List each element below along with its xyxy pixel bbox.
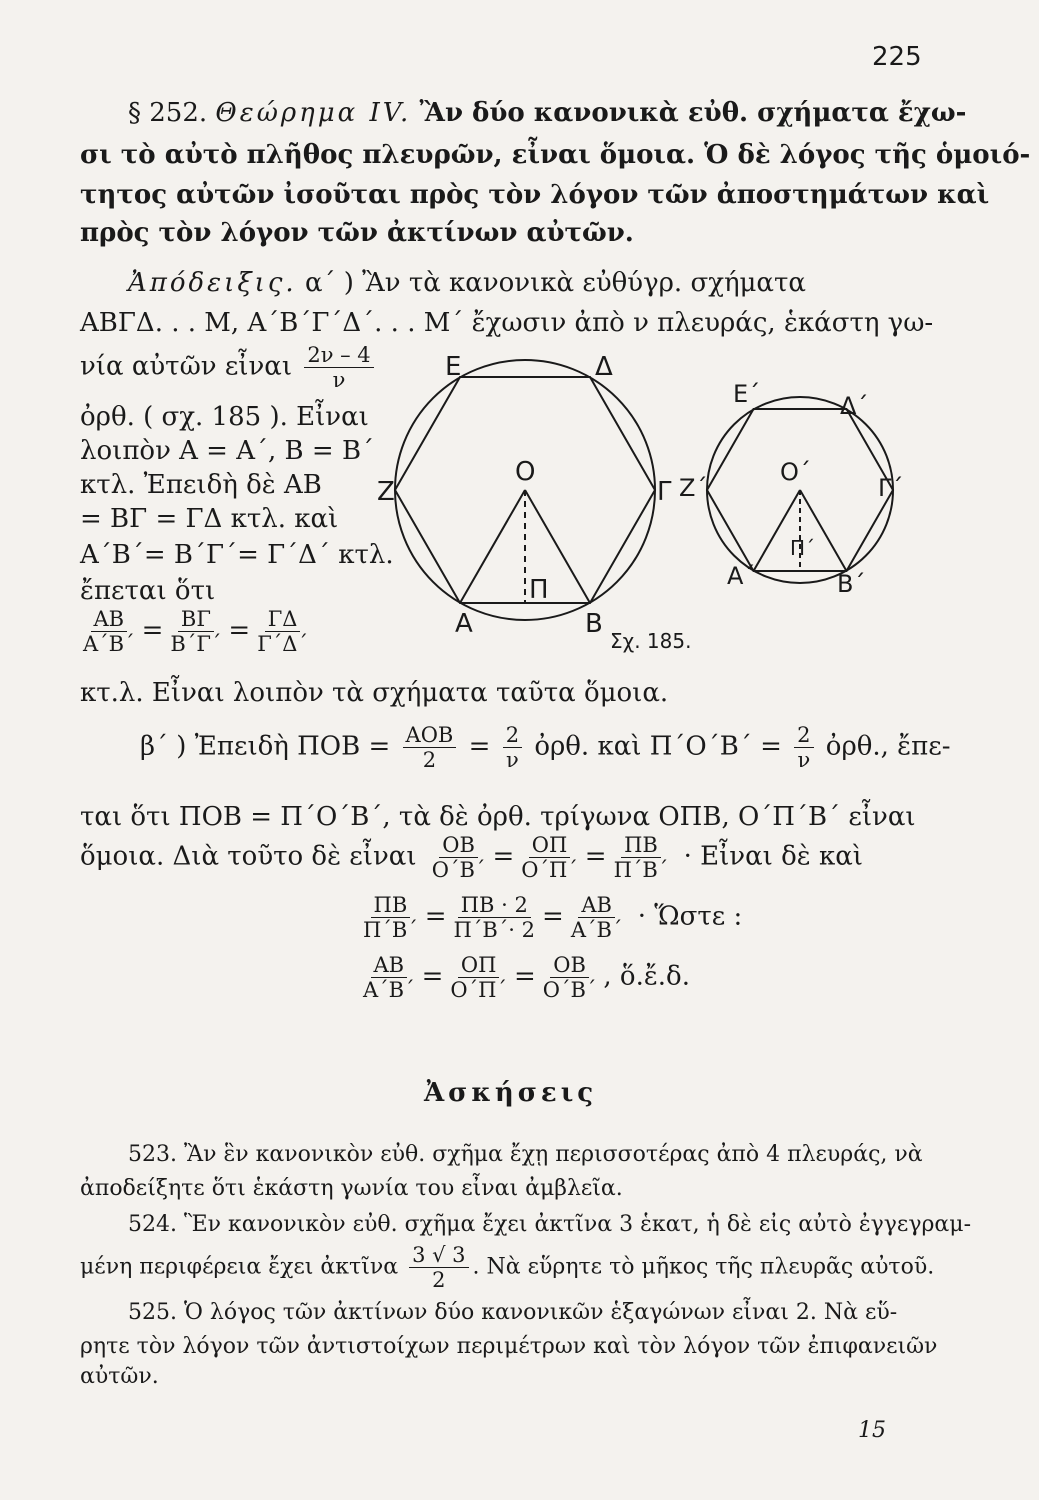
ratio-fraction-1: $\frac{AB}{A΄B΄}$ <box>83 607 135 657</box>
big-radius-oa <box>460 490 525 603</box>
b-fraction-1: $\frac{\text{ΑΟΒ}}{2}$ <box>403 724 457 771</box>
proof-eq2: Α΄Β΄= Β΄Γ΄= Γ΄Δ΄ κτλ. <box>80 540 394 570</box>
exercise-523-line-2: ἀποδείξητε ὅτι ἑκάστη γωνία του εἶναι ἀμβλεῖα. <box>80 1176 623 1201</box>
proof-angle-line <box>80 344 378 391</box>
figure-185 <box>377 350 905 670</box>
label-D: Δ <box>595 352 613 382</box>
theorem-line-1 <box>128 98 966 128</box>
ratio-fraction-2: $\frac{B\Gamma}{B΄\Gamma΄}$ <box>170 607 222 657</box>
exercise-523-line-1: 523. Ἂν ἓν κανονικὸν εὐθ. σχῆμα ἔχῃ περισσοτέρας ἀπὸ 4 πλευράς, νὰ <box>128 1142 923 1167</box>
equals: = <box>468 731 491 762</box>
label-G-prime: Γ΄ <box>878 474 904 502</box>
label-Z-prime: Ζ΄ <box>679 474 708 502</box>
proof-b-line-5: $\frac{AB}{A΄B΄}$ = $\frac{O\Pi}{O΄\Pi΄}$ = $\frac{OB}{O΄B΄}$ , ὅ.ἔ.δ. <box>356 954 690 1001</box>
label-P-prime: Π΄ <box>790 536 816 560</box>
proof-b-line-4-post: · Ὥστε : <box>637 901 743 932</box>
label-E-prime: Ε΄ <box>733 380 761 408</box>
proof-b-line-4: $\frac{\Pi B}{\Pi΄B΄}$ = $\frac{\Pi B \cdot 2}{\Pi΄B΄\cdot 2}$ = $\frac{AB}{A΄B΄}$ · Ὥστε : <box>356 894 742 941</box>
proof-b-line-2: ται ὅτι ΠΟΒ = Π΄Ο΄Β΄, τὰ δὲ ὀρθ. τρίγωνα ΟΠΒ, Ο΄Π΄Β΄ εἶναι <box>80 802 916 832</box>
proof-orth: ὀρθ. ( σχ. 185 ). Εἶναι <box>80 402 369 432</box>
proof-b-pre: β΄ ) Ἐπειδὴ ΠΟΒ = <box>140 731 391 762</box>
proof-b-line-1 <box>140 724 950 771</box>
theorem-line-3: τητος αὐτῶν ἰσοῦται πρὸς τὸν λόγον τῶν ἀποστημάτων καὶ <box>80 180 990 210</box>
proof-label: Ἀπόδειξις. <box>128 268 297 298</box>
angle-text: νία αὐτῶν εἶναι <box>80 351 293 382</box>
ratio-fraction-3: $\frac{\Gamma\Delta}{\Gamma΄\Delta΄}$ <box>257 607 308 657</box>
b4-fraction-3: $\frac{AB}{A΄B΄}$ <box>570 893 623 943</box>
footer-mark: 15 <box>858 1418 886 1443</box>
exercise-525-line-3: αὐτῶν. <box>80 1364 159 1389</box>
proof-line-1 <box>128 268 806 298</box>
label-Z: Ζ <box>377 477 395 507</box>
b3-fraction-3: $\frac{\Pi B}{\Pi΄B΄}$ <box>613 833 669 883</box>
b5-fraction-3: $\frac{OB}{O΄B΄}$ <box>542 953 597 1003</box>
exercise-524-line-1: 524. Ἓν κανονικὸν εὐθ. σχῆμα ἔχει ἀκτῖνα 3 ἑκατ, ἡ δὲ εἰς αὐτὸ ἐγγεγραμ- <box>128 1212 972 1237</box>
label-G: Γ <box>657 477 672 507</box>
proof-b-post: ὀρθ., ἔπε- <box>825 731 951 762</box>
label-B: Β <box>585 609 603 639</box>
ratio-line: $\frac{AB}{A΄B΄}$ = $\frac{B\Gamma}{B΄\Gamma΄}$ = $\frac{\Gamma\Delta}{\Gamma΄\Delta΄}$ <box>76 608 315 655</box>
exercise-524-line-2 <box>80 1244 934 1291</box>
label-O: Ο <box>515 457 536 487</box>
proof-b-line-5-post: , ὅ.ἔ.δ. <box>603 961 690 992</box>
label-B-prime: Β΄ <box>837 570 866 598</box>
theorem-line-4: πρὸς τὸν λόγον τῶν ἀκτίνων αὐτῶν. <box>80 218 634 248</box>
proof-eq: = ΒΓ = ΓΔ κτλ. καὶ <box>80 504 339 534</box>
label-A: Α <box>455 609 473 639</box>
exercise-524-fraction: $\frac{3 √ 3}{2}$ <box>409 1244 468 1291</box>
proof-b-mid: ὀρθ. καὶ Π΄Ο΄Β΄ = <box>534 731 782 762</box>
page-number: 225 <box>872 42 922 72</box>
proof-b-line-3: ὅμοια. Διὰ τοῦτο δὲ εἶναι $\frac{OB}{O΄B΄}$ = $\frac{O\Pi}{O΄\Pi΄}$ = $\frac{\Pi B}{\Pi΄B΄}$ · Εἶναι δὲ καὶ <box>80 833 863 883</box>
proof-line-2: ΑΒΓΔ. . . Μ, Α΄Β΄Γ΄Δ΄. . . Μ΄ ἔχωσιν ἀπὸ ν πλευράς, ἑκάστη γω- <box>80 308 934 338</box>
proof-b-line-3-pre: ὅμοια. Διὰ τοῦτο δὲ εἶναι <box>80 841 417 872</box>
b3-fraction-1: $\frac{OB}{O΄B΄}$ <box>431 833 486 883</box>
exercise-525-line-1: 525. Ὁ λόγος τῶν ἀκτίνων δύο κανονικῶν ἑξαγώνων εἶναι 2. Νὰ εὕ- <box>128 1300 898 1325</box>
b4-fraction-1: $\frac{\Pi B}{\Pi΄B΄}$ <box>363 893 418 943</box>
label-O-prime: Ο΄ <box>780 458 811 486</box>
label-E: Ε <box>445 352 462 382</box>
angle-fraction: $\frac{2\nu - 4}{\nu}$ <box>304 344 373 391</box>
proof-a-text: α΄ ) Ἂν τὰ κανονικὰ εὐθύγρ. σχήματα <box>304 268 806 298</box>
b5-fraction-1: $\frac{AB}{A΄B΄}$ <box>363 953 415 1003</box>
b4-fraction-2: $\frac{\Pi B \cdot 2}{\Pi΄B΄\cdot 2}$ <box>453 893 536 943</box>
exercise-524-pre: μένη περιφέρεια ἔχει ἀκτῖνα <box>80 1254 399 1280</box>
proof-b-line-3-post: · Εἶναι δὲ καὶ <box>683 841 863 872</box>
exercise-524-post: . Νὰ εὕρητε τὸ μῆκος τῆς πλευρᾶς αὐτοῦ. <box>472 1254 935 1280</box>
theorem-text: Ἂν δύο κανονικὰ εὐθ. σχήματα ἔχω- <box>419 98 967 128</box>
proof-ktl: κτλ. Ἐπειδὴ δὲ ΑΒ <box>80 470 322 500</box>
figure-caption: Σχ. 185. <box>610 629 692 653</box>
b-fraction-3: $\frac{2}{\nu}$ <box>794 724 813 771</box>
theorem-label: Θεώρημα IV. <box>215 98 412 128</box>
exercises-heading: Ἀσκήσεις <box>424 1078 598 1108</box>
theorem-line-2: σι τὸ αὐτὸ πλῆθος πλευρῶν, εἶναι ὅμοια. Ὁ δὲ λόγος τῆς ὁμοιό- <box>80 140 1031 170</box>
label-D-prime: Δ΄ <box>840 392 869 420</box>
b3-fraction-2: $\frac{O\Pi}{O΄\Pi΄}$ <box>521 833 578 883</box>
exercise-525-line-2: ρητε τὸν λόγον τῶν ἀντιστοίχων περιμέτρων καὶ τὸν λόγον τῶν ἐπιφανειῶν <box>80 1334 938 1359</box>
b5-fraction-2: $\frac{O\Pi}{O΄\Pi΄}$ <box>450 953 507 1003</box>
proof-loipon: λοιπὸν Α = Α΄, Β = Β΄ <box>80 436 375 466</box>
section-number: § 252. <box>128 98 208 128</box>
label-P: Π <box>529 575 549 605</box>
proof-epetai: ἔπεται ὅτι <box>80 576 216 606</box>
b-fraction-2: $\frac{2}{\nu}$ <box>503 724 522 771</box>
label-A-prime: Α΄ <box>727 562 756 590</box>
proof-conclusion-a: κτ.λ. Εἶναι λοιπὸν τὰ σχήματα ταῦτα ὅμοια. <box>80 678 669 708</box>
